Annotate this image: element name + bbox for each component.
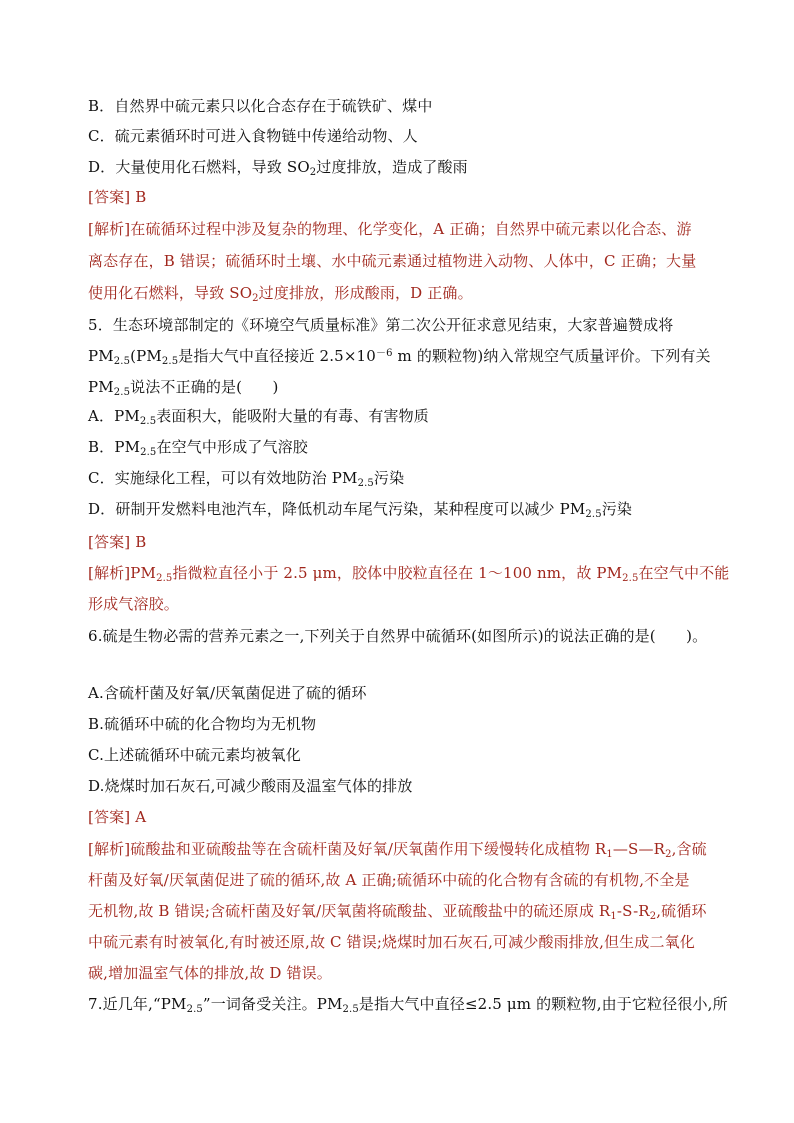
q6-stem: 6.硫是生物必需的营养元素之一,下列关于自然界中硫循环(如图所示)的说法正确的是( )。 <box>88 627 708 645</box>
q6-analysis-line-4: 中硫元素有时被氧化,有时被还原,故 C 错误;烧煤时加石灰石,可减少酸雨排放,但生成二氧化 <box>88 933 695 951</box>
q5-option-d: D．研制开发燃料电池汽车，降低机动车尾气污染，某种程度可以减少 $PM_{2.5}$污染 <box>88 500 633 520</box>
q6-analysis-line-1: [解析]硫酸盐和亚硫酸盐等在含硫杆菌及好氧/厌氧菌作用下缓慢转化成植物 $R_1—S—R_2$,含硫 <box>88 840 707 860</box>
q6-option-c: C.上述硫循环中硫元素均被氧化 <box>88 746 301 764</box>
q6-option-d: D.烧煤时加石灰石,可减少酸雨及温室气体的排放 <box>88 777 413 795</box>
q4-answer: [答案] B <box>88 188 147 206</box>
q5-analysis-line-2: 形成气溶胶。 <box>88 595 179 613</box>
q6-analysis-line-3: 无机物,故 B 错误;含硫杆菌及好氧/厌氧菌将硫酸盐、亚硫酸盐中的硫还原成 $R_1-S-R_2$,硫循环 <box>88 902 707 922</box>
q5-stem-line-2: $PM_{2.5}(PM_{2.5}$是指大气中直径接近 $2.5\times 10^{-6}$ m 的颗粒物)纳入常规空气质量评价。下列有关 <box>88 347 711 367</box>
q5-option-c: C．实施绿化工程，可以有效地防治 $PM_{2.5}$污染 <box>88 469 405 489</box>
q4-analysis-line-1: [解析]在硫循环过程中涉及复杂的物理、化学变化，A 正确；自然界中硫元素以化合态、游 <box>88 220 692 238</box>
q4-option-b: B．自然界中硫元素只以化合态存在于硫铁矿、煤中 <box>88 97 433 115</box>
q6-option-b: B.硫循环中硫的化合物均为无机物 <box>88 715 317 733</box>
q4-option-c: C．硫元素循环时可进入食物链中传递给动物、人 <box>88 127 418 145</box>
q5-analysis-line-1: [解析]$PM_{2.5}$指微粒直径小于 2.5 μm，胶体中胶粒直径在 1～100 nm，故 $PM_{2.5}$在空气中不能 <box>88 564 730 584</box>
q6-option-a: A.含硫杆菌及好氧/厌氧菌促进了硫的循环 <box>88 684 367 702</box>
q7-stem-line-1: 7.近几年$,“PM_{2.5}$”一词备受关注。$PM_{2.5}$是指大气中直径≤2.5 μm 的颗粒物,由于它粒径很小,所 <box>88 995 728 1015</box>
q5-stem-line-3: $PM_{2.5}$说法不正确的是( ) <box>88 378 279 398</box>
q6-answer: [答案] A <box>88 808 147 826</box>
q5-answer: [答案] B <box>88 533 147 551</box>
q4-option-d: D．大量使用化石燃料，导致 $SO_2$过度排放，造成了酸雨 <box>88 158 468 178</box>
q6-analysis-line-5: 碳,增加温室气体的排放,故 D 错误。 <box>88 964 332 982</box>
q5-option-b: B．$PM_{2.5}$在空气中形成了气溶胶 <box>88 438 308 458</box>
q4-analysis-line-2: 离态存在，B 错误；硫循环时土壤、水中硫元素通过植物进入动物、人体中，C 正确；大量 <box>88 252 697 270</box>
q4-analysis-line-3: 使用化石燃料，导致 $SO_2$过度排放，形成酸雨，D 正确。 <box>88 284 473 304</box>
q5-option-a: A．$PM_{2.5}$表面积大，能吸附大量的有毒、有害物质 <box>88 407 429 427</box>
q6-analysis-line-2: 杆菌及好氧/厌氧菌促进了硫的循环,故 A 正确;硫循环中硫的化合物有含硫的有机物,不全是 <box>88 871 690 889</box>
q5-stem-line-1: 5．生态环境部制定的《环境空气质量标准》第二次公开征求意见结束，大家普遍赞成将 <box>88 316 674 334</box>
